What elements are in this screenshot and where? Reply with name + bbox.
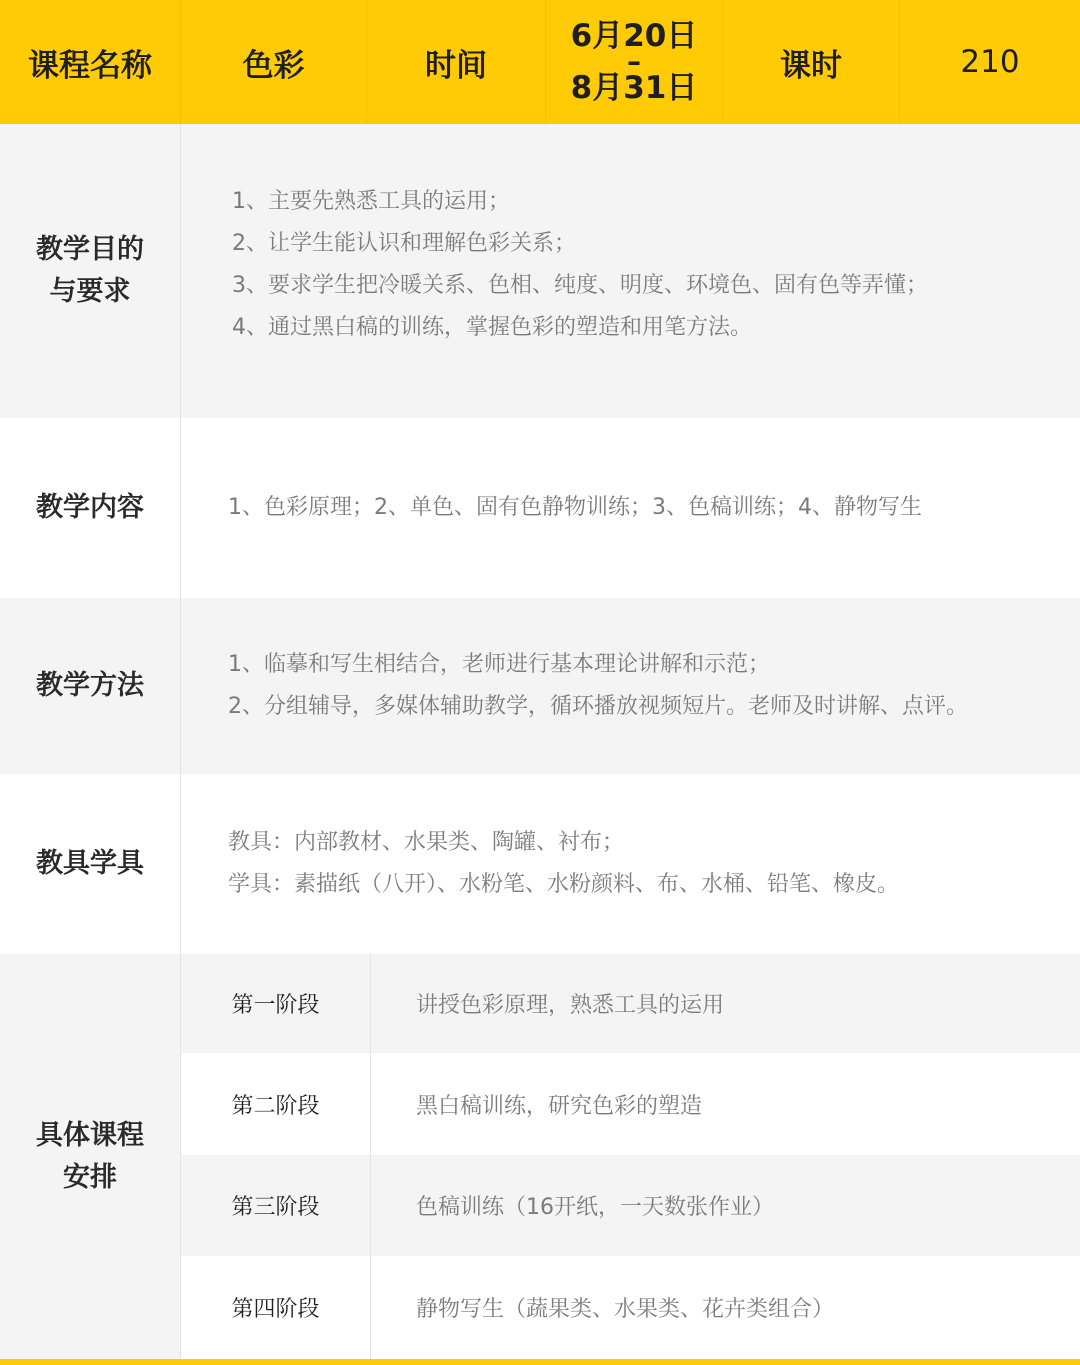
content-text-line: 1、色彩原理；2、单色、固有色静物训练；3、色稿训练；4、静物写生 (228, 495, 922, 520)
stage-description: 静物写生（蔬果类、水果类、花卉类组合） (416, 1297, 835, 1322)
tools-list (228, 774, 1060, 954)
method-item: 1、临摹和写生相结合，老师进行基本理论讲解和示范； (228, 652, 770, 677)
stage-description: 黑白稿训练，研究色彩的塑造 (416, 1093, 703, 1119)
tool-item: 学具：素描纸（八开）、水粉笔、水粉颜料、布、水桶、铅笔、橡皮。 (228, 872, 900, 897)
hours-label: 课时 (780, 47, 842, 84)
objectives-list (232, 124, 1060, 418)
method-item: 2、分组辅导，多媒体辅助教学，循环播放视频短片。老师及时讲解、点评。 (228, 694, 968, 719)
objectives-label-line1: 教学目的 (36, 234, 144, 265)
hours-value: 210 (960, 44, 1020, 80)
stage-row (181, 1256, 1080, 1359)
column-divider (180, 774, 181, 954)
objectives-row (0, 124, 1080, 418)
stage-row (181, 1155, 1080, 1256)
column-divider (180, 418, 181, 598)
schedule-label-line1: 具体课程 (36, 1119, 144, 1151)
schedule-row (0, 954, 1080, 1359)
date-separator: – (627, 45, 641, 78)
methods-list (228, 598, 1060, 774)
schedule-label (0, 954, 180, 1359)
stage-name: 第三阶段 (231, 1195, 320, 1220)
stage-row (181, 954, 1080, 1053)
date-range (546, 0, 722, 124)
objective-item: 4、通过黑白稿的训练，掌握色彩的塑造和用笔方法。 (232, 315, 752, 340)
course-header (0, 0, 1080, 124)
stage-description: 色稿训练（16开纸，一天数张作业） (416, 1195, 774, 1220)
content-text (228, 418, 1060, 598)
schedule-label-line2: 安排 (63, 1161, 117, 1193)
date-start: 6月20日 (570, 18, 698, 54)
objective-item: 2、让学生能认识和理解色彩关系； (232, 231, 576, 256)
date-end: 8月31日 (570, 70, 698, 106)
column-divider (180, 598, 181, 774)
tool-item: 教具：内部教材、水果类、陶罐、衬布； (228, 830, 625, 855)
methods-label: 教学方法 (36, 670, 144, 701)
bottom-accent-bar (0, 1359, 1080, 1365)
stage-name: 第二阶段 (231, 1093, 320, 1119)
tools-row (0, 774, 1080, 954)
stage-divider (370, 1256, 371, 1359)
content-label: 教学内容 (36, 492, 144, 523)
content-row (0, 418, 1080, 598)
time-label: 时间 (425, 47, 487, 84)
stage-divider (370, 1053, 371, 1155)
methods-row (0, 598, 1080, 774)
stage-description: 讲授色彩原理，熟悉工具的运用 (416, 993, 725, 1018)
stage-name: 第一阶段 (231, 993, 320, 1018)
tools-label: 教具学具 (36, 848, 144, 879)
objectives-label (0, 124, 180, 418)
column-divider (180, 124, 181, 418)
objectives-label-line2: 与要求 (49, 276, 131, 307)
objective-item: 3、要求学生把冷暖关系、色相、纯度、明度、环境色、固有色等弄懂； (232, 273, 928, 298)
course-name-value: 色彩 (242, 47, 305, 84)
stage-divider (370, 954, 371, 1053)
objective-item: 1、主要先熟悉工具的运用； (232, 189, 510, 214)
stage-divider (370, 1155, 371, 1256)
stage-row (181, 1053, 1080, 1155)
course-name-label: 课程名称 (28, 47, 152, 84)
stage-name: 第四阶段 (231, 1297, 320, 1322)
